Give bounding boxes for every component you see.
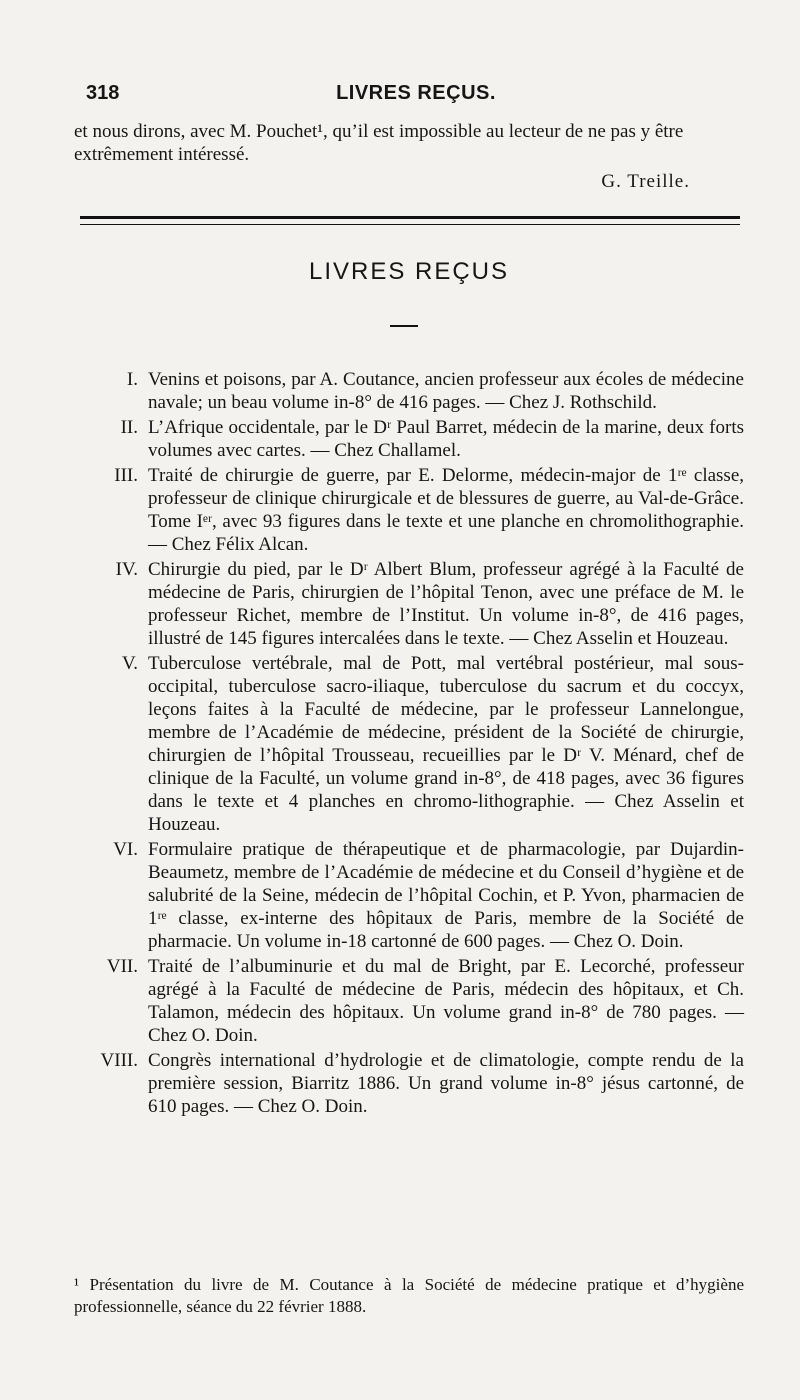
signature: G. Treille. xyxy=(601,171,690,192)
book-list xyxy=(64,368,744,1120)
footnote: ¹ Présentation du livre de M. Coutance à la Société de médecine pratique et d’hygiène professionnelle, séance du 22 février 1888. xyxy=(74,1275,744,1316)
entry-text: Venins et poisons, par A. Coutance, ancien professeur aux écoles de médecine navale; un beau volume in-8° de 416 pages. — Chez J. Rothschild. xyxy=(148,369,744,413)
list-item xyxy=(64,838,744,953)
entry-number: III. xyxy=(114,465,138,486)
page-number: 318 xyxy=(86,82,120,104)
section-title: LIVRES REÇUS xyxy=(308,258,510,285)
entry-number: V. xyxy=(121,653,138,674)
entry-number: II. xyxy=(120,417,138,438)
list-item xyxy=(64,652,744,836)
entry-text: Chirurgie du pied, par le Dʳ Albert Blum, professeur agrégé à la Faculté de médecine de Paris, chirurgien de l’hôpital Tenon, avec une préface de M. le professeur Richet, membre de l’Institut. Un volume in-8°, de 416 pages, illustré de 145 figures intercalées dans le texte. — Chez Asselin et Houzeau. xyxy=(148,559,744,649)
title-ornament-rule xyxy=(390,325,418,327)
section-divider-thick xyxy=(80,216,740,219)
entry-number: I. xyxy=(126,369,138,390)
entry-number: VII. xyxy=(106,956,138,977)
list-item xyxy=(64,368,744,414)
list-item xyxy=(64,464,744,556)
entry-number: VIII. xyxy=(100,1050,138,1071)
running-title: LIVRES REÇUS. xyxy=(336,82,496,104)
entry-text: Traité de chirurgie de guerre, par E. Delorme, médecin-major de 1ʳᵉ classe, professeur de clinique chirurgicale et de blessures de guerre, au Val-de-Grâce. Tome Iᵉʳ, avec 93 figures dans le texte et une planche en chromolithographie. — Chez Félix Alcan. xyxy=(148,465,744,555)
intro-paragraph: et nous dirons, avec M. Pouchet¹, qu’il est impossible au lecteur de ne pas y être extrêmement intéressé. xyxy=(74,121,684,165)
entry-number: VI. xyxy=(113,839,138,860)
list-item xyxy=(64,955,744,1047)
entry-number: IV. xyxy=(115,559,138,580)
entry-text: Traité de l’albuminurie et du mal de Bright, par E. Lecorché, professeur agrégé à la Faculté de médecine de Paris, médecin des hôpitaux, et Ch. Talamon, médecin des hôpitaux. Un volume grand in-8° de 780 pages. — Chez O. Doin. xyxy=(148,956,744,1046)
entry-text: Formulaire pratique de thérapeutique et de pharmacologie, par Dujardin-Beaumetz, membre de l’Académie de médecine et du Conseil d’hygiène et de salubrité de la Seine, médecin de l’hôpital Cochin, et P. Yvon, pharmacien de 1ʳᵉ classe, ex-interne des hôpitaux de Paris, membre de la Société de pharmacie. Un volume in-18 cartonné de 600 pages. — Chez O. Doin. xyxy=(148,839,744,952)
list-item xyxy=(64,558,744,650)
list-item xyxy=(64,416,744,462)
entry-text: L’Afrique occidentale, par le Dʳ Paul Barret, médecin de la marine, deux forts volumes avec cartes. — Chez Challamel. xyxy=(148,417,744,461)
list-item xyxy=(64,1049,744,1118)
page-header xyxy=(86,82,746,112)
entry-text: Tuberculose vertébrale, mal de Pott, mal vertébral postérieur, mal sous-occipital, tuberculose sacro-iliaque, tuberculose du sacrum et du coccyx, leçons faites à la Faculté de médecine, par le professeur Lannelongue, membre de l’Académie de médecine, président de la Société de chirurgie, chirurgien de l’hôpital Trousseau, recueillies par le Dʳ V. Ménard, chef de clinique de la Faculté, un volume grand in-8°, de 418 pages, avec 36 figures dans le texte et 4 planches en chromo-lithographie. — Chez Asselin et Houzeau. xyxy=(148,653,744,835)
entry-text: Congrès international d’hydrologie et de climatologie, compte rendu de la première session, Biarritz 1886. Un grand volume in-8° jésus cartonné, de 610 pages. — Chez O. Doin. xyxy=(148,1050,744,1117)
section-divider-thin xyxy=(80,224,740,225)
